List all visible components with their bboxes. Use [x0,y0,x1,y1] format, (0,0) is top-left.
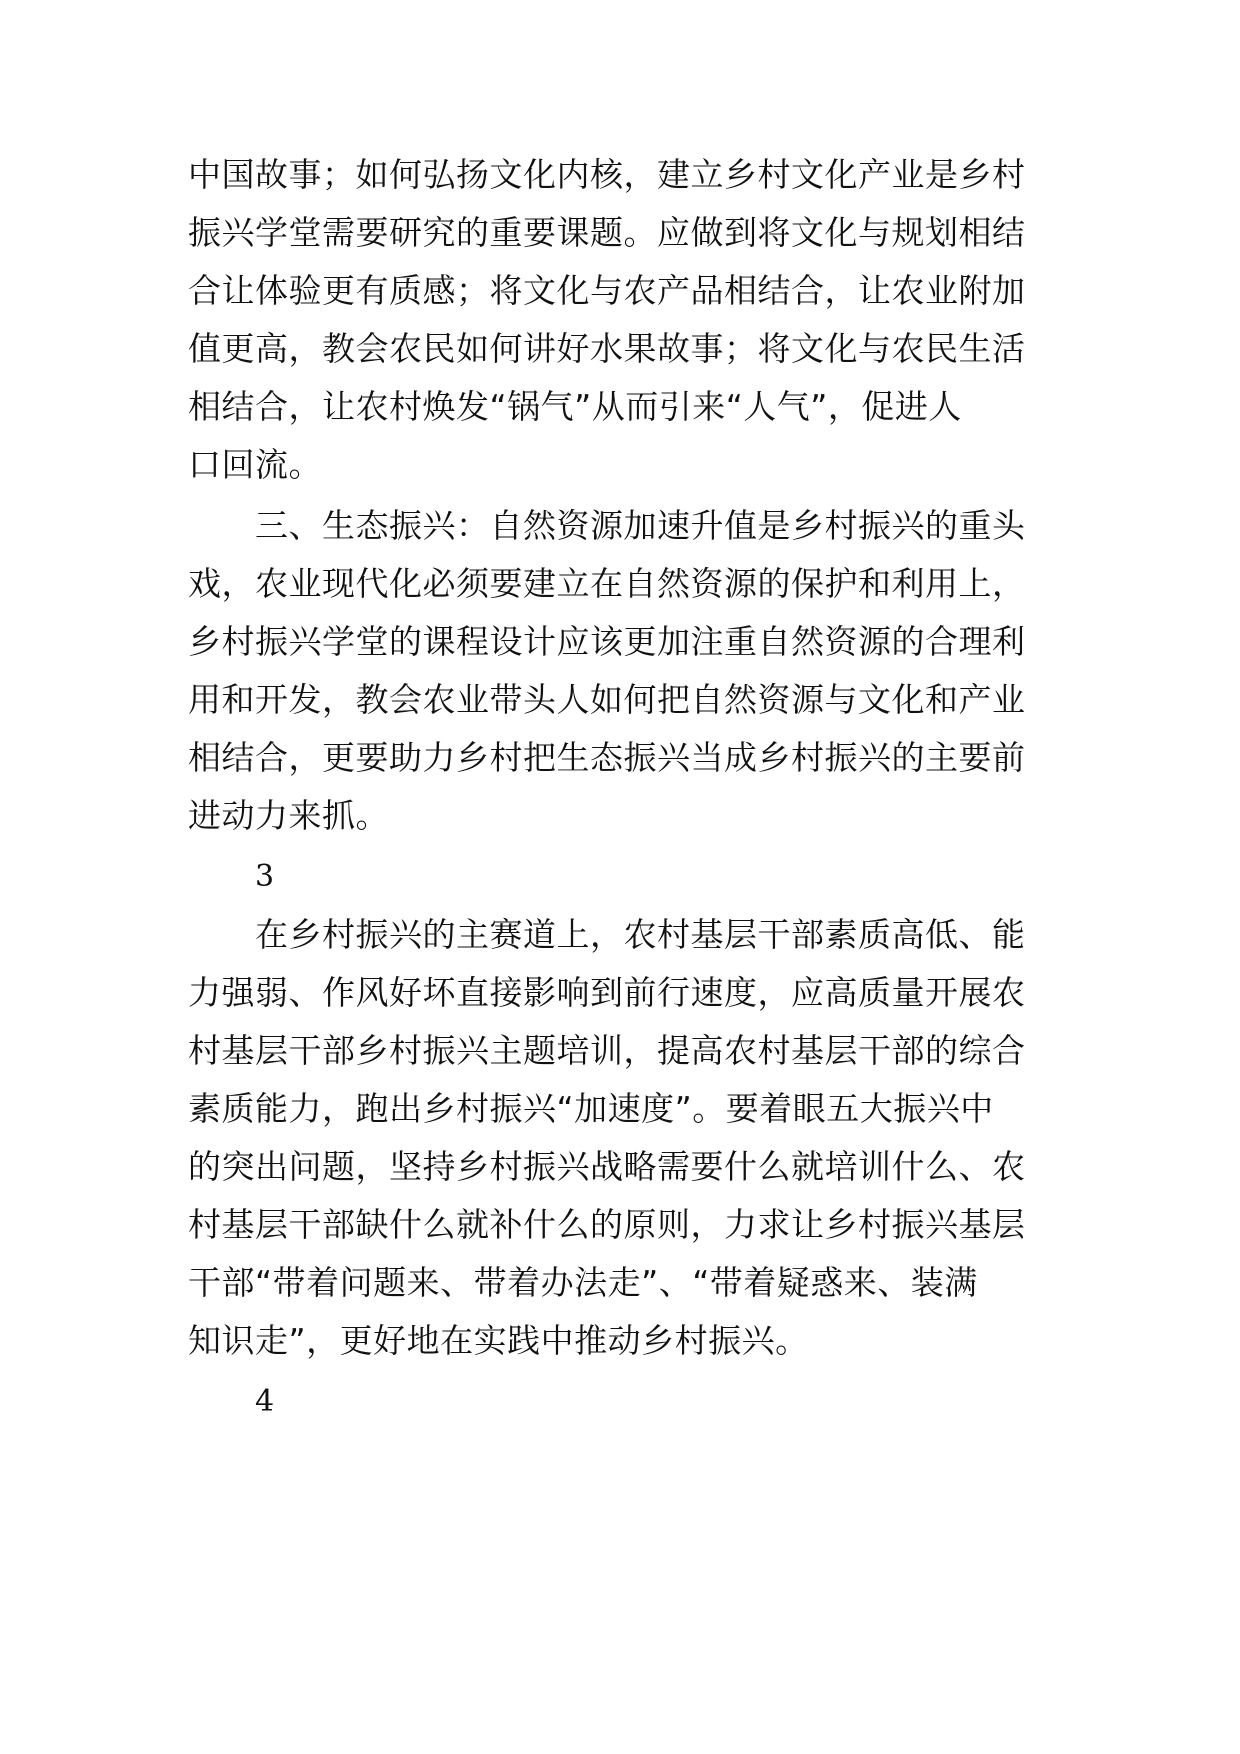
paragraph-line: 村基层干部乡村振兴主题培训，提高农村基层干部的综合 [188,1031,1026,1070]
section-number: 4 [255,1384,275,1419]
paragraph-line: 戏，农业现代化必须要建立在自然资源的保护和利用上， [188,564,1026,603]
paragraph-line: 素质能力，跑出乡村振兴“加速度”。要着眼五大振兴中 [188,1089,994,1128]
paragraph-line: 知识走”，更好地在实践中推动乡村振兴。 [188,1321,809,1360]
paragraph-line: 值更高，教会农民如何讲好水果故事；将文化与农民生活 [188,329,1026,368]
paragraph-line: 相结合，让农村焕发“锅气”从而引来“人气”，促进人 [188,387,962,426]
paragraph-line: 乡村振兴学堂的课程设计应该更加注重自然资源的合理利 [188,622,1026,661]
paragraph-line: 进动力来抓。 [188,796,389,835]
paragraph-line: 三、生态振兴：自然资源加速升值是乡村振兴的重头 [255,506,1026,545]
paragraph-line: 振兴学堂需要研究的重要课题。应做到将文化与规划相结 [188,213,1026,252]
paragraph-line: 用和开发，教会农业带头人如何把自然资源与文化和产业 [188,680,1026,719]
paragraph-line: 口回流。 [188,445,322,484]
paragraph-line: 相结合，更要助力乡村把生态振兴当成乡村振兴的主要前 [188,738,1026,777]
paragraph-line: 干部“带着问题来、带着办法走”、“带着疑惑来、装满 [188,1263,978,1302]
paragraph-line: 的突出问题，坚持乡村振兴战略需要什么就培训什么、农 [188,1147,1026,1186]
paragraph-line: 力强弱、作风好坏直接影响到前行速度，应高质量开展农 [188,973,1026,1012]
paragraph-line: 合让体验更有质感；将文化与农产品相结合，让农业附加 [188,271,1026,310]
paragraph-line: 中国故事；如何弘扬文化内核，建立乡村文化产业是乡村 [188,155,1026,194]
paragraph-line: 村基层干部缺什么就补什么的原则，力求让乡村振兴基层 [188,1205,1026,1244]
section-number: 3 [255,859,275,894]
paragraph-line: 在乡村振兴的主赛道上，农村基层干部素质高低、能 [255,915,1026,954]
